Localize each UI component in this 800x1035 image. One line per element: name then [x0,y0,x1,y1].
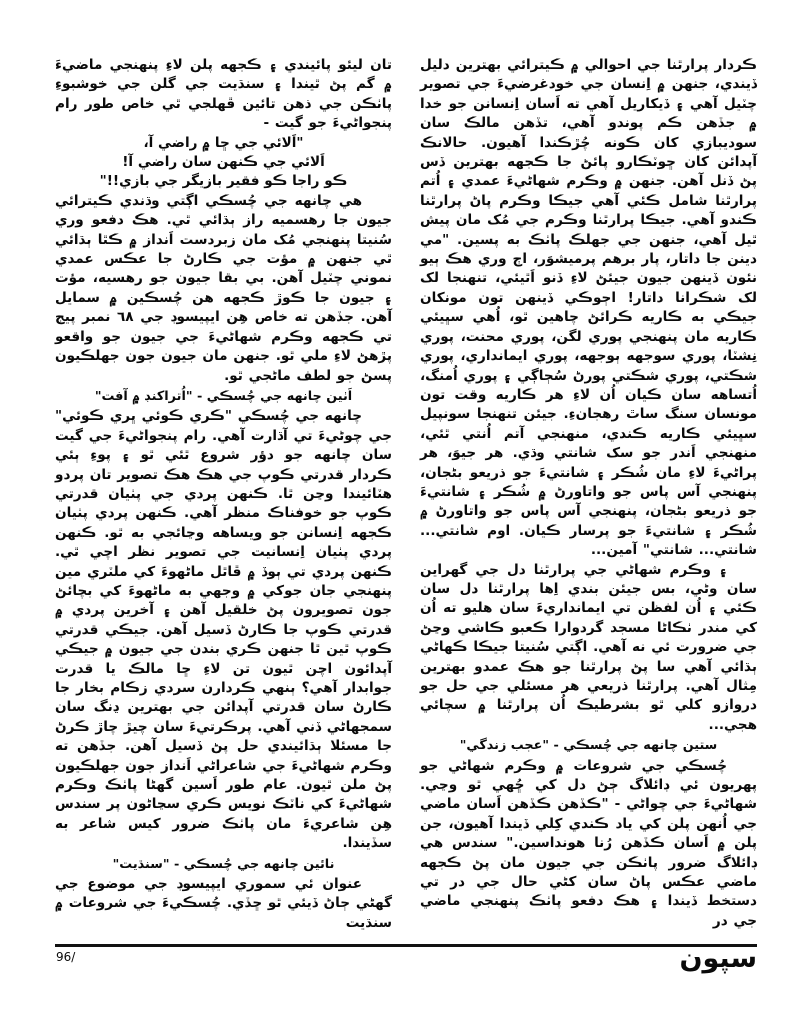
page-number: 96/ [56,950,76,964]
verse-block [55,134,392,192]
body-paragraph: ۽ وڪرم شهاڻي جي پرارٿنا دل جي گهراين سان وڻي، بس جيئن بندي اِها پرارٿنا دل سان ڪئي ۽ اُن لفظن تي ايمانداريءَ سان هليو ته اُن کي مندر ٺڪاڻا مسجد گردوارا ڪعبو ڪاشي وڃڻ جي ضرورت ئي نه آهي. اڳتي سُنيتا جيڪا ڪهاڻي ٻڌائي آهي سا پڻ پرارٿنا جو هڪ عمدو بهترين مِثال آهي. پرارٿنا ذريعي هر مسئلي جي حل جو دروازو کلي ٿو بشرطيڪ اُن پرارٿنا ۾ سچائي هجي... [420,561,757,733]
verse-line: ڪو راجا ڪو فقير بازيگر جي بازي!!" [99,173,348,190]
section-heading: اَٺين چانهه جي چُسڪي - "اُتراکنڊ ۾ آفت" [94,388,353,404]
body-paragraph: چُسڪي جي شروعات ۾ وڪرم شهاڻي جو پهريون ئي ڊائلاگ ڄڻ دل کي ڇُهي ٿو وڃي. شهاڻيءَ جي چواڻي - "ڪڏهن ڪڏهن اَسان ماضي جي اُنهن پلن کي ياد ڪندي کِلي ڏيندا آهيون، جن پلن ۾ اَسان ڪڏهن رُنا هونداسين." سندس هي ڊائلاگ ضرور پاٺڪن جي جيون مان پڻ ڪجهه ماضي عڪس پاڻ سان کڻي حال جي در تي دستخط ڏيندا ۽ هڪ دفعو پاٺڪ پنهنجي ماضي جي در [420,757,757,929]
column-right [420,56,757,933]
body-paragraph: هي چانهه جي چُسڪي اڳتي وڌندي ڪيترائي جيون جا رهسميه راز ٻڌائي ٿي. هڪ دفعو وري سُنيتا پنهنجي مُک مان زبردست اَنداز ۾ ڪٿا ٻڌائي ٿي جنهن ۾ مؤت جي ڪارڻ جا عڪس عمدي نموني چٽيل آهن. بي بقا جيون جو رهسيه، مؤت ۽ جيون جا ڪوڙ ڪجهه هن چُسڪين ۾ سمايل آهن. جڏهن ته خاص هِن ايپيسوڊ جي ٦٨ نمبر پيج تي ڪجهه وڪرم شهاڻيءَ جي جيون جو واقعو پڙهڻ لاءِ ملي ٿو. جنهن مان جيون جون جهلڪيون پسڻ جو لطف ماڻجي ٿو. [55,192,393,384]
verse-line: اَلائي جي ڪنهن سان راضي آ! [122,154,325,171]
column-left [55,56,392,933]
body-paragraph: چانهه جي چُسڪي "ڪري ڪوئي ڀري ڪوئي" جي چوڻيءَ تي آڌارت آهي. رام پنجواڻيءَ جي گيت سان چانهه جو دؤر شروع ٿئي ٿو ۽ پوءِ ٻئي ڪردار قدرتي ڪوپ جي هڪ هڪ تصوير تان پردو هٽائيندا وڃن ٿا. ڪنهن پردي جي پٺيان قدرتي ڪوپ جو خوفناڪ منظر آهي. ڪنهن پردي پٺيان ڪجهه اِنسانن جو ويساهه وڃائجي به ٿو. ڪنهن پردي پٺيان اِنسانيت جي تصوير نظر اچي ٿي. ڪنهن پردي تي ٻوڏ ۾ ڦاٿل ماڻهوءَ کي ملٽري مين پنهنجي جان جوکي ۾ وجهي به ماڻهوءَ کي بچائڻ جون تصويرون پڻ خلقيل آهن ۽ آخرين پردي ۾ قدرتي ڪوپ جا ڪارڻ ڏسيل آهن. جيڪي قدرتي ڪوپ ٿين ٿا جنهن ڪري بندن جي جيون ۾ جيڪي آپدائون اچن ٿيون تن لاءِ ڇا مالڪ يا قدرت جوابدار آهي؟ ٻنهي ڪردارن سردي زڪام بخار جا ڪارڻ سان قدرتي آپدائن جي بهترين ڍنگ سان سمجهاڻي ڏني آهي. پرڪرتيءَ سان چيڙ چاڙ ڪرڻ جا مسئلا ٻڌائيندي حل پڻ ڏسيل آهن. جڏهن ته وڪرم شهاڻيءَ جي شاعراڻي اَنداز جون جهلڪيون پڻ ملن ٿيون. عام طور اَسين گهڻا پاٺڪ وڪرم شهاڻيءَ کي ناٽڪ نويس ڪري سڃاڻون پر سندس هِن شاعريءَ مان پاٺڪ ضرور کيس شاعر به سڏيندا. [54,408,392,852]
section-heading: نائين چانهه جي چُسڪي - "سنڌيت" [112,856,335,872]
text-columns [55,56,757,933]
magazine-title: سپون [679,943,757,974]
body-paragraph: ڪردار پرارٿنا جي احوالي ۾ ڪيترائي بهترين دليل ڏيندي، جنهن ۾ اِنسان جي خودغرضيءَ جي تصوير چٽيل آهي ۽ ڏيکاريل آهي ته اَسان اِنسانن جو خدا ۾ جڏهن ڪم پوندو آهي، تڏهن مالڪ سان سوديبازي کان ڪونه چُڙڪندا آهيون. حالانڪ آپدائن کان ڇوٽڪارو پائڻ جا ڪجهه بهترين ڏس پڻ ڏنل آهن. جنهن ۾ وڪرم شهاڻيءَ عمدي ۽ اُتم پرارٿنا شامل ڪئي آهي جيڪا وڪرم پاڻ پرارٿنا ڪندو آهي. جيڪا پرارٿنا وڪرم جي مُک مان پيش ٿيل آهي، جنهن جي جهلڪ پاٺڪ به پسين. "مي دينن جا داتار، پار برهم پرميشوَر، اڄ وري هڪ ٻيو نئون ڏينهن جيون جيئڻ لاءِ ڏنو اَٿيئي، تنهنجا لک لک شڪرانا داتار! اڄوڪي ڏينهن تون مونکان جيڪي به ڪاريه ڪرائڻ چاهين ٿو، اُهي سڀيئي ڪاريه مان پنهنجي پوري لگن، پوري محنت، پوري نِشٽا، پوري سوجهه ٻوجهه، پوري ايمانداري، پوري شڪتي، پوري شڪتي پورڻ سُڄاڳي ۽ پوري اُمنگ، اُتساهه سان ڪيان اُن لاءِ هر ڪاريه وقت تون مونسان سنگ ساٿ رهجانءِ. جيئن تنهنجا سونپيل سڀيئي ڪاريه ڪندي، منهنجي آتم اُنتي ٿئي، منهنجي اَندر جو سک شانتي وڌي. هر جيوَ، هر پراڻيءَ لاءِ مان شُڪر ۽ شانتيءَ جو ذريعو بڻجان، پنهنجي آس پاس جو واتاورڻ ۾ شُڪر ۽ شانتيءَ جو ذريعو بڻجان، پنهنجي آس پاس جو واتاورڻ ۾ شُڪر ۽ شانتيءَ جو پرسار ڪيان. اوم شانتي... شانتي... شانتي" آمين... [420,57,757,559]
body-paragraph: تان ليئو پائيندي ۽ ڪجهه پلن لاءِ پنهنجي ماضيءَ ۾ گم پڻ ٿيندا ۽ سنڌيت جي گلن جي خوشبوءِ پاٺڪن جي ذهن تائين ڦهلجي ٿي خاص طور رام پنجواڻيءَ جو گيت - [55,57,392,132]
body-paragraph: عنوان ئي سموري ايپيسوڊ جي موضوع جي گهڻي ڄاڻ ڏيئي ٿو ڇڏي. چُسڪيءَ جي شروعات ۾ سنڌيت [55,876,392,931]
footer-divider [55,944,757,947]
section-heading: ستين چانهه جي چُسڪي - "عجب زندگي" [459,738,718,754]
verse-line: "اَلائي جي ڇا ۾ راضي آ، [143,134,304,151]
